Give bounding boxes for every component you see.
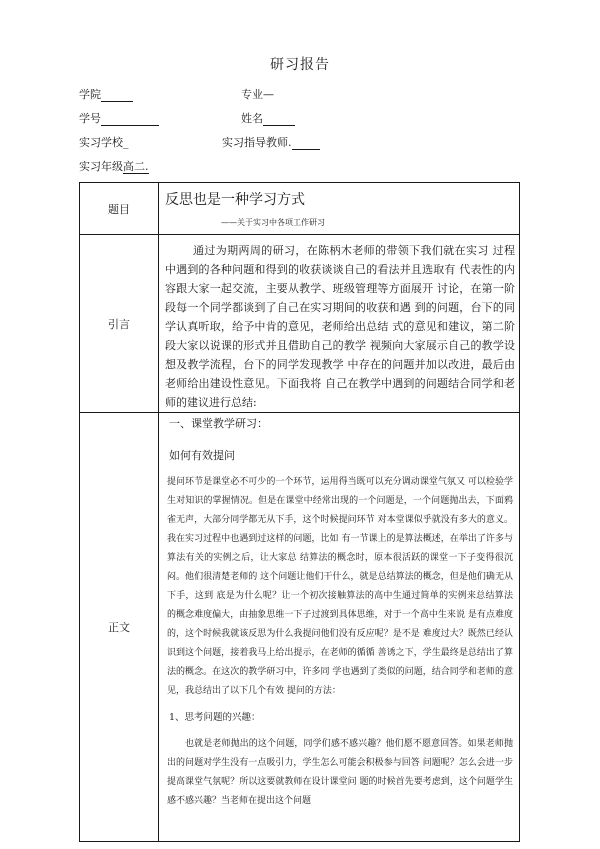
topic-main-title: 反思也是一种学习方式 [165,192,305,208]
report-title: 研习报告 [270,57,330,73]
intro-cell [159,235,520,413]
subsection-heading: 如何有效提问 [169,449,235,462]
name-field [241,112,295,126]
point-heading: 1、思考问题的兴趣： [169,712,261,723]
grade-value: 高二. [123,160,149,173]
student-id-label: 学号 [79,112,101,125]
advisor-blank [292,137,320,150]
student-id-field [79,112,159,126]
college-field [79,88,133,102]
section-heading: 一、课堂教学研习： [169,417,268,430]
report-table [79,182,520,842]
major-field [241,88,274,102]
name-label: 姓名 [241,112,263,125]
topic-label: 题目 [80,183,159,235]
topic-subtitle: ——关于实习中各项工作研习 [221,218,325,227]
grade-label: 实习年级 [79,160,123,173]
body-row [80,413,520,842]
intro-text: 通过为期两周的研习，在陈柄木老师的带领下我们就在实习 过程中遇到的各种问题和得到的收获谈谈自己的看法并且选取有 代表性的内容跟大家一起交流，主要从教学、班级管理等方面展开 讨论，在第一阶段每一个同学都谈到了自己在实习期间的收获和遇 到的问题，台下的同学认真听取，给予中肯的意见，老师给出总结 式的意见和建议，第二阶段大家以说课的形式并且借助自己的教学 视频向大家展示自己的教学设想及教学流程，台下的同学发现教学 中存在的问题并加以改进，最后由老师给出建设性意见。下面我将 自己在教学中遇到的问题结合同学和老师的建议进行总结: [165,244,515,409]
body-paragraph-2: 也就是老师抛出的这个问题，同学们感不感兴趣？他们愿不愿意回答。如果老师抛出的问题对学生没有一点吸引力，学生怎么可能会积极参与回答 问题呢？怎么会进一步提高课堂气氛呢？所以这要就教师在设计课堂问 题的时候首先要考虑到，这个问题学生感不感兴趣？当老师在提出这个问题 [167,739,513,806]
grade-field [79,160,149,174]
advisor-label: 实习指导教师. [222,136,292,149]
college-label: 学院 [79,88,101,101]
student-id-blank [101,113,159,126]
college-blank [101,89,133,102]
school-field [79,136,129,150]
body-cell [159,413,520,842]
school-label: 实习学校_ [79,136,129,149]
major-label: 专业— [241,88,274,101]
advisor-field [222,136,320,150]
intro-label: 引言 [80,235,159,413]
topic-cell [159,183,520,235]
topic-row [80,183,520,235]
body-label: 正文 [80,413,159,842]
name-blank [263,113,295,126]
body-paragraph-1: 提问环节是课堂必不可少的一个环节，运用得当既可以充分调动课堂气氛又 可以检验学生对知识的掌握情况。但是在课堂中经常出现的一个问题是，一个问题抛出去，下面鸦雀无声，大部分同学都无从下手，这个时候提问环节 对本堂课似乎就没有多大的意义。我在实习过程中也遇到过这样的问题，比如 有一节课上的是算法概述，在举出了许多与算法有关的实例之后，让大家总 结算法的概念时，原本很活跃的课堂一下子变得很沉闷。他们很清楚老师的 这个问题让他们干什么，就是总结算法的概念，但是他们确无从下手，这到 底是为什么呢？让一个初次接触算法的高中生通过简单的实例来总结算法 的概念难度偏大，由抽象思维一下子过渡到具体思维，对于一个高中生来说 是有点难度的，这个时候我就该反思为什么我提问他们没有反应呢？是不是 难度过大？既然已经认识到这个问题，接着我马上给出提示，在老师的循循 善诱之下，学生最终是总结出了算法的概念。在这次的教学研习中，许多同 学也遇到了类似的问题，结合同学和老师的意见，我总结出了以下几个有效 提问的方法： [167,477,513,696]
intro-row [80,235,520,413]
